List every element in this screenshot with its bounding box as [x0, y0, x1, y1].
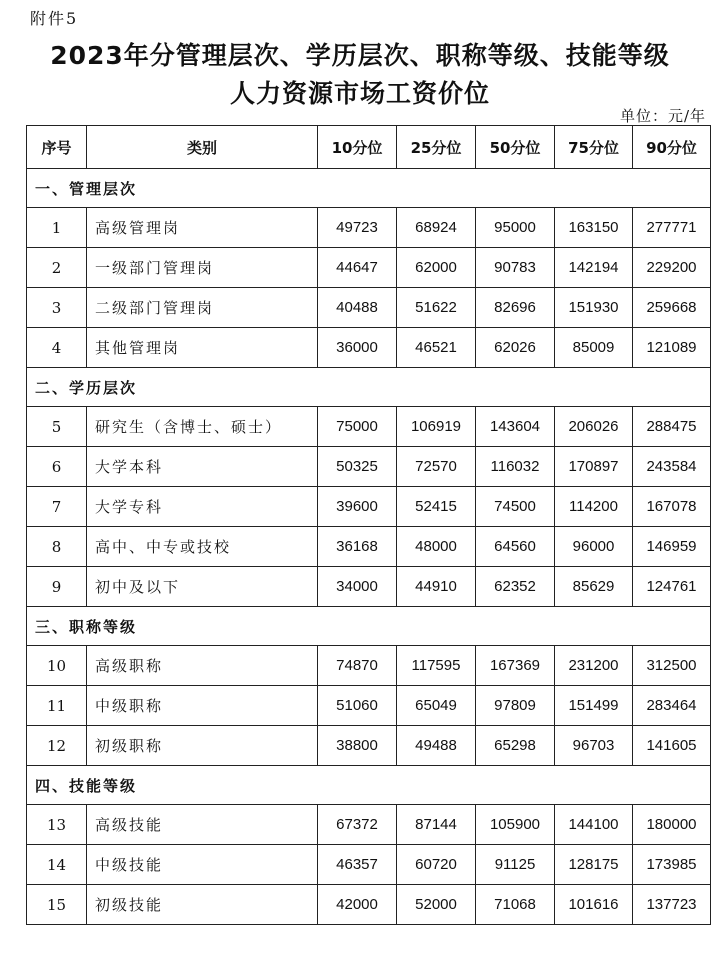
table-row	[27, 646, 711, 686]
cell-no: 13	[27, 805, 87, 845]
cell-p10: 40488	[318, 288, 397, 328]
table-row	[27, 208, 711, 248]
cell-no: 8	[27, 527, 87, 567]
cell-p50: 62026	[476, 328, 555, 368]
header-p10: 10分位	[318, 126, 397, 169]
cell-p25: 52000	[397, 885, 476, 925]
cell-p10: 46357	[318, 845, 397, 885]
cell-p75: 96000	[555, 527, 633, 567]
cell-p10: 42000	[318, 885, 397, 925]
cell-name: 大学本科	[87, 447, 318, 487]
cell-no: 15	[27, 885, 87, 925]
cell-p75: 128175	[555, 845, 633, 885]
cell-p10: 49723	[318, 208, 397, 248]
cell-name: 大学专科	[87, 487, 318, 527]
table-row	[27, 686, 711, 726]
section-row	[27, 766, 711, 805]
cell-p50: 82696	[476, 288, 555, 328]
header-p50: 50分位	[476, 126, 555, 169]
cell-p25: 51622	[397, 288, 476, 328]
cell-p90: 277771	[633, 208, 711, 248]
table-row	[27, 487, 711, 527]
cell-name: 高级职称	[87, 646, 318, 686]
section-title: 二、学历层次	[27, 368, 711, 407]
section-title: 一、管理层次	[27, 169, 711, 208]
cell-p75: 96703	[555, 726, 633, 766]
cell-p75: 163150	[555, 208, 633, 248]
cell-p25: 62000	[397, 248, 476, 288]
cell-p25: 72570	[397, 447, 476, 487]
cell-p75: 85009	[555, 328, 633, 368]
cell-p50: 95000	[476, 208, 555, 248]
header-category: 类别	[87, 126, 318, 169]
cell-p90: 283464	[633, 686, 711, 726]
cell-p50: 65298	[476, 726, 555, 766]
cell-p50: 74500	[476, 487, 555, 527]
cell-p75: 206026	[555, 407, 633, 447]
cell-p50: 90783	[476, 248, 555, 288]
cell-p10: 74870	[318, 646, 397, 686]
cell-name: 高中、中专或技校	[87, 527, 318, 567]
section-title: 三、职称等级	[27, 607, 711, 646]
header-no: 序号	[27, 126, 87, 169]
header-p25: 25分位	[397, 126, 476, 169]
cell-p10: 34000	[318, 567, 397, 607]
cell-name: 其他管理岗	[87, 328, 318, 368]
cell-p90: 229200	[633, 248, 711, 288]
cell-name: 研究生（含博士、硕士）	[87, 407, 318, 447]
cell-name: 中级技能	[87, 845, 318, 885]
cell-p10: 75000	[318, 407, 397, 447]
cell-no: 3	[27, 288, 87, 328]
cell-p75: 101616	[555, 885, 633, 925]
cell-no: 12	[27, 726, 87, 766]
table-row	[27, 407, 711, 447]
cell-p90: 121089	[633, 328, 711, 368]
table-row	[27, 288, 711, 328]
cell-p75: 144100	[555, 805, 633, 845]
cell-no: 9	[27, 567, 87, 607]
cell-p10: 50325	[318, 447, 397, 487]
cell-p75: 231200	[555, 646, 633, 686]
cell-name: 一级部门管理岗	[87, 248, 318, 288]
cell-no: 11	[27, 686, 87, 726]
section-row	[27, 368, 711, 407]
cell-p50: 97809	[476, 686, 555, 726]
cell-p75: 142194	[555, 248, 633, 288]
cell-p10: 44647	[318, 248, 397, 288]
header-p90: 90分位	[633, 126, 711, 169]
cell-p50: 167369	[476, 646, 555, 686]
cell-p10: 36000	[318, 328, 397, 368]
cell-no: 14	[27, 845, 87, 885]
unit-label: 单位：元/年	[619, 107, 706, 125]
cell-p25: 68924	[397, 208, 476, 248]
cell-name: 初级技能	[87, 885, 318, 925]
cell-p90: 146959	[633, 527, 711, 567]
cell-name: 初级职称	[87, 726, 318, 766]
table-row	[27, 248, 711, 288]
document-title-line-1: 2023年分管理层次、学历层次、职称等级、技能等级	[50, 41, 670, 70]
cell-no: 7	[27, 487, 87, 527]
cell-p50: 91125	[476, 845, 555, 885]
cell-p25: 106919	[397, 407, 476, 447]
cell-name: 高级技能	[87, 805, 318, 845]
cell-p25: 46521	[397, 328, 476, 368]
cell-p75: 114200	[555, 487, 633, 527]
cell-p10: 36168	[318, 527, 397, 567]
cell-no: 2	[27, 248, 87, 288]
document-title-line-2: 人力资源市场工资价位	[229, 79, 490, 108]
cell-p90: 180000	[633, 805, 711, 845]
section-row	[27, 607, 711, 646]
cell-p75: 151499	[555, 686, 633, 726]
table-row	[27, 726, 711, 766]
cell-name: 中级职称	[87, 686, 318, 726]
cell-p90: 312500	[633, 646, 711, 686]
cell-p10: 38800	[318, 726, 397, 766]
cell-no: 1	[27, 208, 87, 248]
cell-name: 初中及以下	[87, 567, 318, 607]
cell-p90: 259668	[633, 288, 711, 328]
cell-name: 二级部门管理岗	[87, 288, 318, 328]
cell-p50: 143604	[476, 407, 555, 447]
table-row	[27, 328, 711, 368]
table-row	[27, 885, 711, 925]
cell-p90: 141605	[633, 726, 711, 766]
cell-p90: 243584	[633, 447, 711, 487]
cell-p90: 173985	[633, 845, 711, 885]
cell-no: 10	[27, 646, 87, 686]
wage-table	[26, 125, 711, 925]
table-row	[27, 447, 711, 487]
cell-p90: 137723	[633, 885, 711, 925]
cell-no: 6	[27, 447, 87, 487]
cell-p75: 170897	[555, 447, 633, 487]
cell-p50: 64560	[476, 527, 555, 567]
cell-p10: 51060	[318, 686, 397, 726]
cell-p50: 62352	[476, 567, 555, 607]
header-row	[27, 126, 711, 169]
table-row	[27, 845, 711, 885]
cell-p25: 44910	[397, 567, 476, 607]
cell-p75: 151930	[555, 288, 633, 328]
cell-p50: 71068	[476, 885, 555, 925]
cell-p25: 65049	[397, 686, 476, 726]
cell-p10: 39600	[318, 487, 397, 527]
cell-no: 5	[27, 407, 87, 447]
cell-p90: 288475	[633, 407, 711, 447]
table-row	[27, 567, 711, 607]
cell-p90: 124761	[633, 567, 711, 607]
cell-p25: 52415	[397, 487, 476, 527]
table-row	[27, 527, 711, 567]
section-row	[27, 169, 711, 208]
cell-p25: 60720	[397, 845, 476, 885]
section-title: 四、技能等级	[27, 766, 711, 805]
cell-p75: 85629	[555, 567, 633, 607]
table-row	[27, 805, 711, 845]
cell-p50: 116032	[476, 447, 555, 487]
cell-p50: 105900	[476, 805, 555, 845]
cell-no: 4	[27, 328, 87, 368]
cell-p90: 167078	[633, 487, 711, 527]
cell-p25: 48000	[397, 527, 476, 567]
cell-p25: 49488	[397, 726, 476, 766]
cell-name: 高级管理岗	[87, 208, 318, 248]
attachment-label: 附件5	[30, 9, 79, 28]
cell-p25: 117595	[397, 646, 476, 686]
cell-p10: 67372	[318, 805, 397, 845]
header-p75: 75分位	[555, 126, 633, 169]
cell-p25: 87144	[397, 805, 476, 845]
